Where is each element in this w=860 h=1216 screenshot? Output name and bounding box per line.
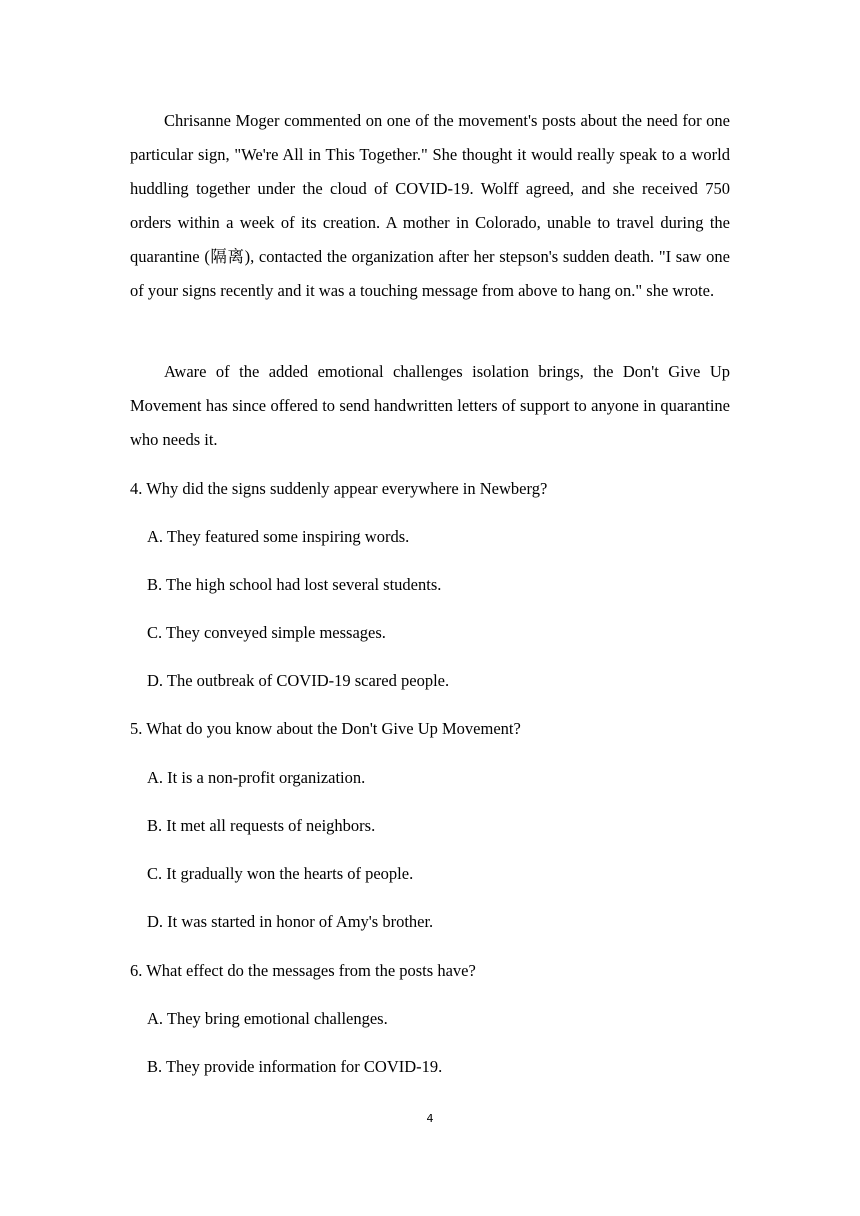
answer-option: B. The high school had lost several students. — [147, 575, 442, 594]
answer-option: D. It was started in honor of Amy's brother. — [147, 912, 434, 931]
page-number: 4 — [426, 1112, 434, 1125]
answer-option: C. It gradually won the hearts of people. — [147, 864, 414, 883]
answer-option: A. It is a non-profit organization. — [147, 768, 366, 787]
question-stem: 4. Why did the signs suddenly appear everywhere in Newberg? — [130, 479, 548, 498]
answer-option: A. They featured some inspiring words. — [147, 527, 410, 546]
answer-option: D. The outbreak of COVID-19 scared people. — [147, 671, 450, 690]
question-stem: 6. What effect do the messages from the posts have? — [130, 961, 476, 980]
answer-option: B. It met all requests of neighbors. — [147, 816, 376, 835]
answer-option: C. They conveyed simple messages. — [147, 623, 386, 642]
answer-option: B. They provide information for COVID-19. — [147, 1057, 443, 1076]
question-stem: 5. What do you know about the Don't Give Up Movement? — [130, 719, 521, 738]
passage-paragraph: Chrisanne Moger commented on one of the movement's posts about the need for one particular sign, "We're All in This Together." She thought it would really speak to a world huddling together under the cloud of COVID-19. Wolff agreed, and she received 750 orders within a week of its creation. A mother in Colorado, unable to travel during the quarantine (隔离), contacted the organization after her stepson's sudden death. "I saw one of your signs recently and it was a touching message from above to hang on." she wrote. — [130, 111, 730, 300]
passage-paragraph: Aware of the added emotional challenges isolation brings, the Don't Give Up Movement has since offered to send handwritten letters of support to anyone in quarantine who needs it. — [130, 362, 730, 449]
answer-option: A. They bring emotional challenges. — [147, 1009, 388, 1028]
